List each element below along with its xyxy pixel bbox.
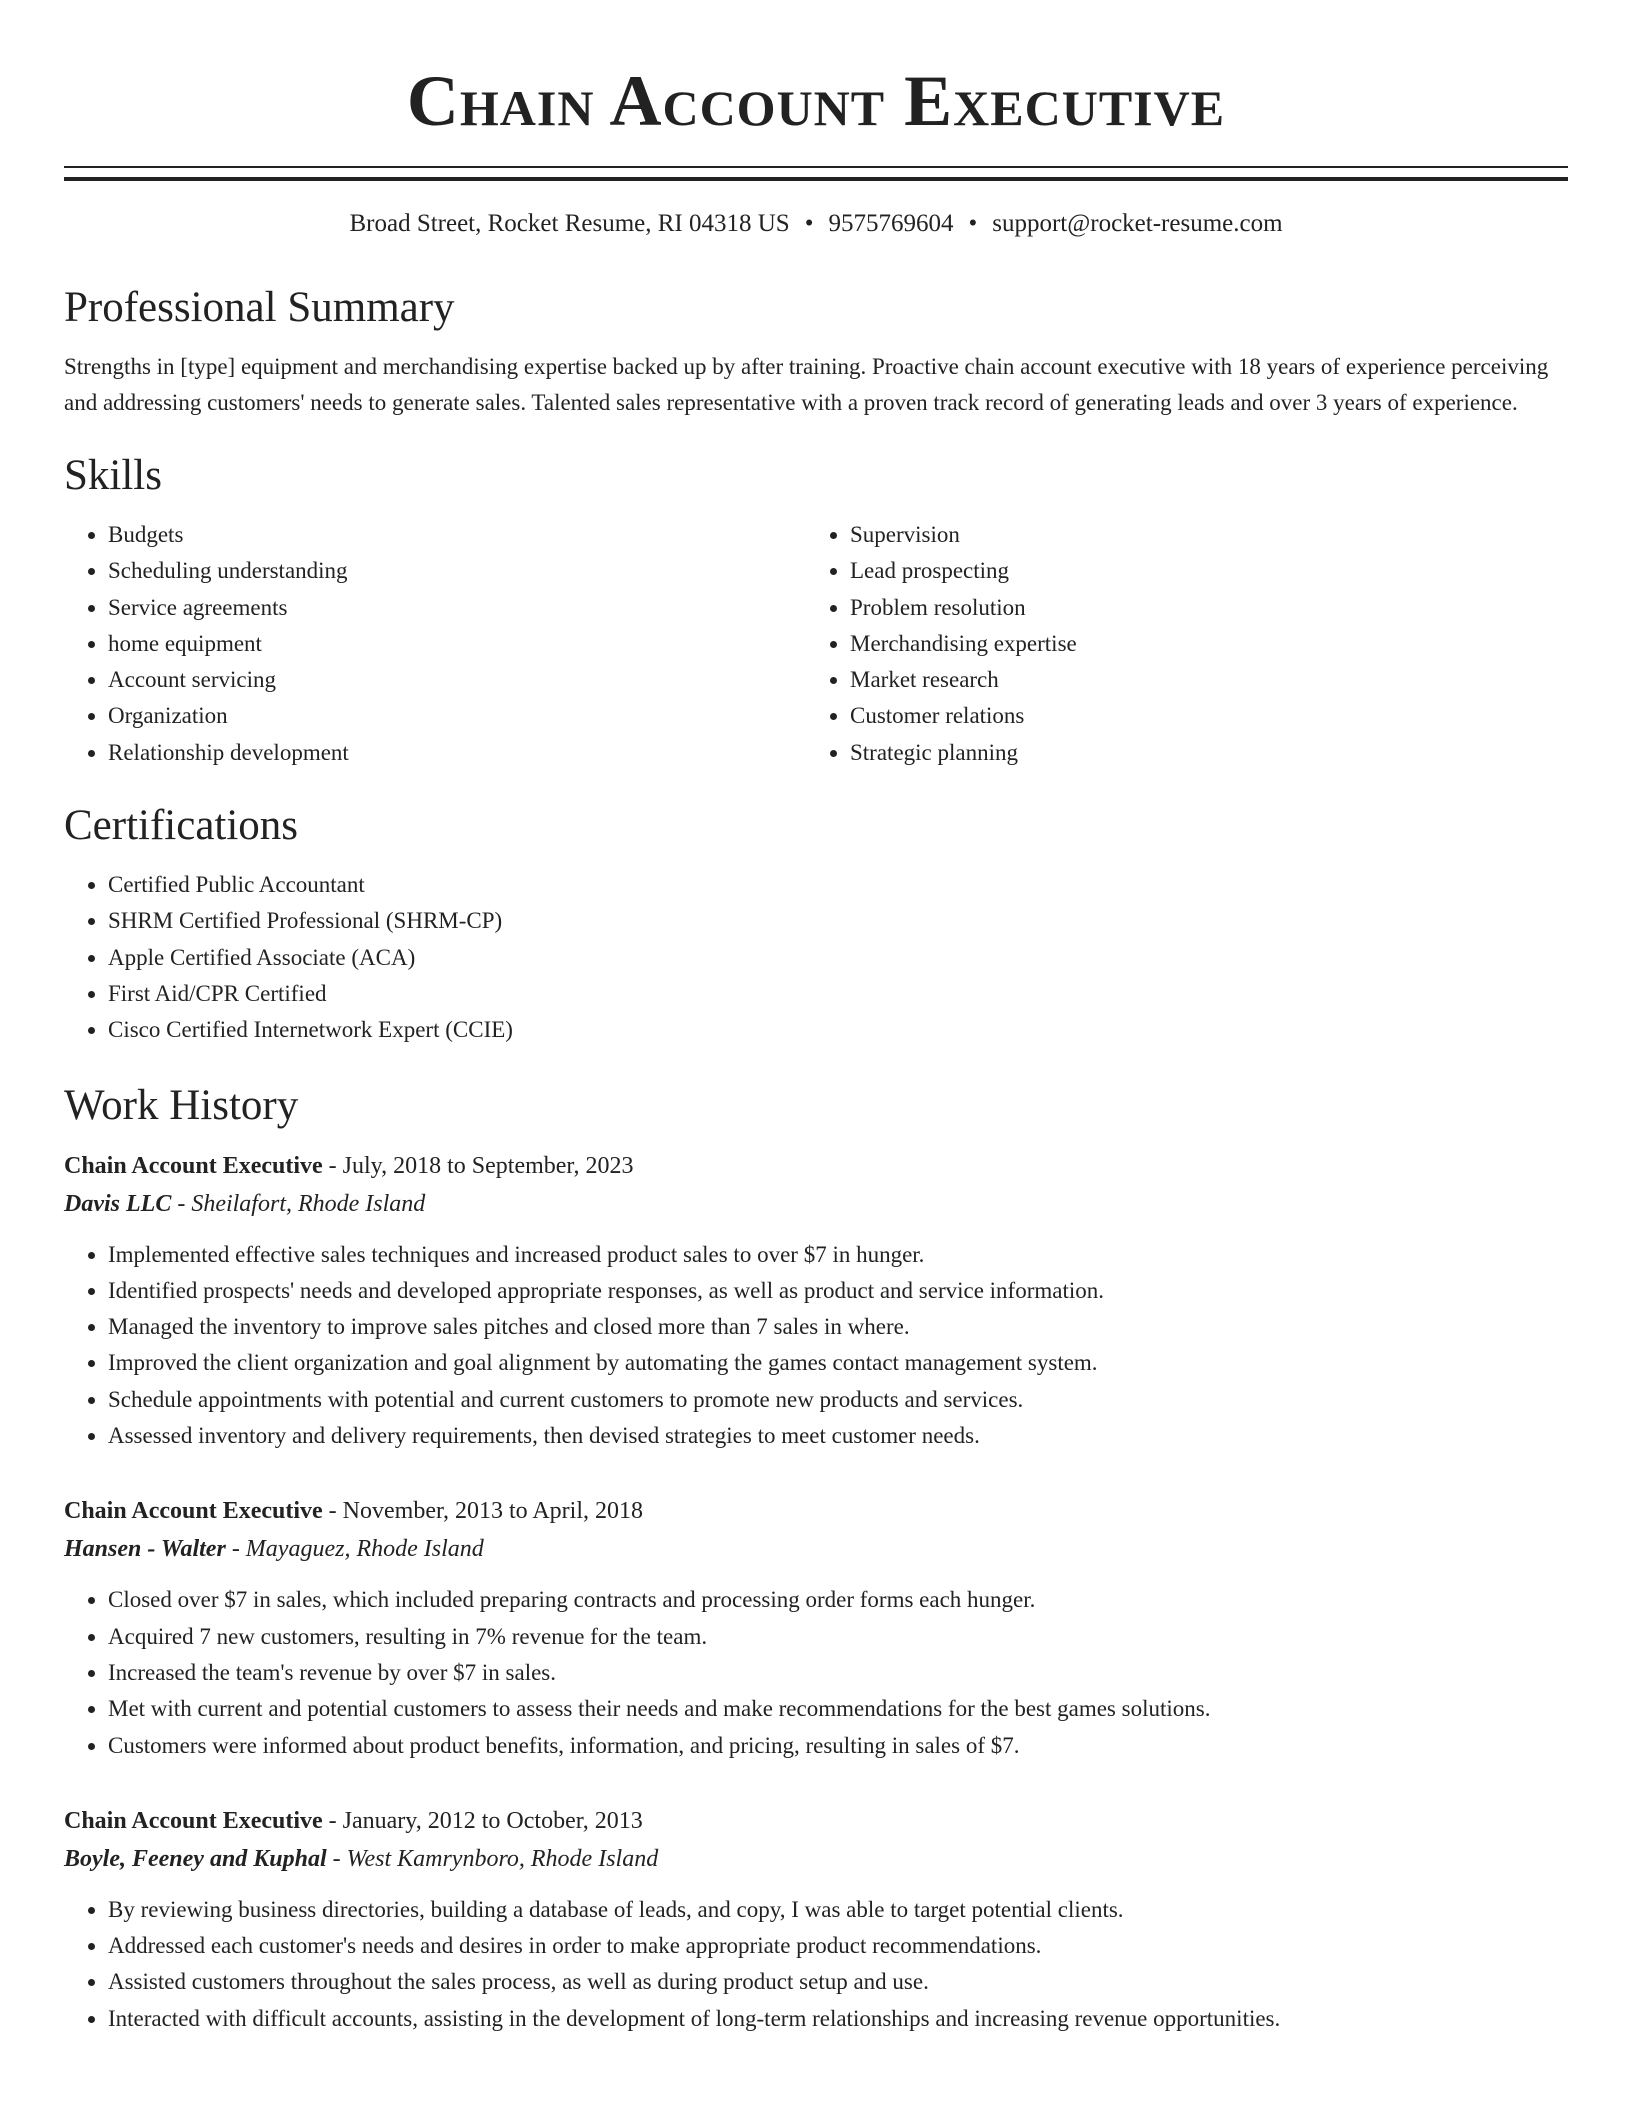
job-bullet: • Assisted customers throughout the sales process, as well as during product setup and use. xyxy=(108,1964,1568,2000)
job-location: - Mayaguez, Rhode Island xyxy=(225,1536,484,1563)
skills-list-left xyxy=(64,517,806,771)
job-bullets xyxy=(64,1237,1568,1455)
certification-item: • Cisco Certified Internetwork Expert (CCIE) xyxy=(108,1012,1568,1048)
job-location: - Sheilafort, Rhode Island xyxy=(171,1190,426,1217)
job-company-line xyxy=(64,1840,1568,1878)
job-bullet: • Assessed inventory and delivery requirements, then devised strategies to meet customer needs. xyxy=(108,1418,1568,1454)
skill-item: • Account servicing xyxy=(108,662,806,698)
certifications-heading: Certifications xyxy=(64,802,299,850)
job-bullet: • Closed over $7 in sales, which included preparing contracts and processing order forms each hunger. xyxy=(108,1582,1568,1618)
skill-item: • Relationship development xyxy=(108,735,806,771)
job-dates: - November, 2013 to April, 2018 xyxy=(322,1498,644,1525)
job-bullet: • By reviewing business directories, building a database of leads, and copy, I was able to target potential clients. xyxy=(108,1892,1568,1928)
title-double-rule xyxy=(64,166,1568,181)
job-company: Boyle, Feeney and Kuphal xyxy=(64,1845,327,1872)
job-bullet: • Acquired 7 new customers, resulting in 7% revenue for the team. xyxy=(108,1619,1568,1655)
skill-item: • Customer relations xyxy=(850,698,1568,734)
skills-heading: Skills xyxy=(64,452,162,499)
skills-columns xyxy=(64,517,1568,771)
contact-separator: • xyxy=(804,210,814,237)
job-company: Davis LLC xyxy=(64,1190,172,1217)
job-bullet: • Identified prospects' needs and developed appropriate responses, as well as product and service information. xyxy=(108,1273,1568,1309)
skill-item: • Supervision xyxy=(850,517,1568,553)
contact-separator: • xyxy=(968,210,978,237)
skills-column-right xyxy=(806,517,1568,771)
job-entry xyxy=(64,1802,1568,2037)
work-history-heading: Work History xyxy=(64,1081,299,1129)
skill-item: • Lead prospecting xyxy=(850,553,1568,589)
job-dates: - July, 2018 to September, 2023 xyxy=(322,1152,634,1179)
job-title: Chain Account Executive xyxy=(64,1498,323,1525)
job-bullet: • Interacted with difficult accounts, assisting in the development of long-term relationships and increasing revenue opportunities. xyxy=(108,2001,1568,2037)
summary-text: Strengths in [type] equipment and merchandising expertise backed up by after training. Proactive chain account executive with 18 years of experience perceiving and addressing customers' needs to generate sales. Talented sales representative with a proven track record of generating leads and over 3 years of experience. xyxy=(64,354,1549,415)
job-title-line xyxy=(64,1492,1568,1530)
job-entry xyxy=(64,1492,1568,1763)
contact-address: Broad Street, Rocket Resume, RI 04318 US xyxy=(349,210,790,237)
certification-item: • First Aid/CPR Certified xyxy=(108,976,1568,1012)
job-company: Hansen - Walter xyxy=(64,1536,226,1563)
job-title-line xyxy=(64,1147,1568,1185)
job-bullets xyxy=(64,1892,1568,2037)
job-bullet: • Increased the team's revenue by over $7 in sales. xyxy=(108,1655,1568,1691)
resume-title: Chain Account Executive xyxy=(406,61,1226,141)
job-bullet: • Managed the inventory to improve sales pitches and closed more than 7 sales in where. xyxy=(108,1309,1568,1345)
skill-item: • home equipment xyxy=(108,626,806,662)
job-title: Chain Account Executive xyxy=(64,1152,323,1179)
job-title: Chain Account Executive xyxy=(64,1807,323,1834)
summary-heading: Professional Summary xyxy=(64,284,455,331)
job-company-line xyxy=(64,1185,1568,1223)
certification-item: • SHRM Certified Professional (SHRM-CP) xyxy=(108,903,1568,939)
job-company-line xyxy=(64,1530,1568,1568)
skills-list-right xyxy=(806,517,1568,771)
contact-line xyxy=(64,209,1568,239)
skill-item: • Market research xyxy=(850,662,1568,698)
job-bullets xyxy=(64,1582,1568,1763)
job-bullet: • Implemented effective sales techniques and increased product sales to over $7 in hunger. xyxy=(108,1237,1568,1273)
job-title-line xyxy=(64,1802,1568,1840)
job-bullet: • Met with current and potential customers to assess their needs and make recommendations for the best games solutions. xyxy=(108,1691,1568,1727)
skill-item: • Budgets xyxy=(108,517,806,553)
skill-item: • Scheduling understanding xyxy=(108,553,806,589)
skill-item: • Merchandising expertise xyxy=(850,626,1568,662)
certifications-list xyxy=(64,867,1568,1048)
job-bullet: • Improved the client organization and goal alignment by automating the games contact management system. xyxy=(108,1345,1568,1381)
certification-item: • Apple Certified Associate (ACA) xyxy=(108,940,1568,976)
certification-item: • Certified Public Accountant xyxy=(108,867,1568,903)
skill-item: • Organization xyxy=(108,698,806,734)
job-bullet: • Schedule appointments with potential and current customers to promote new products and services. xyxy=(108,1382,1568,1418)
job-location: - West Kamrynboro, Rhode Island xyxy=(326,1845,659,1872)
job-bullet: • Customers were informed about product benefits, information, and pricing, resulting in sales of $7. xyxy=(108,1728,1568,1764)
job-bullet: • Addressed each customer's needs and desires in order to make appropriate product recommendations. xyxy=(108,1928,1568,1964)
job-dates: - January, 2012 to October, 2013 xyxy=(322,1807,643,1834)
skills-column-left xyxy=(64,517,806,771)
contact-email: support@rocket-resume.com xyxy=(992,210,1283,237)
skill-item: • Problem resolution xyxy=(850,590,1568,626)
contact-phone: 9575769604 xyxy=(828,210,954,237)
job-entry xyxy=(64,1147,1568,1455)
skill-item: • Strategic planning xyxy=(850,735,1568,771)
skill-item: • Service agreements xyxy=(108,590,806,626)
